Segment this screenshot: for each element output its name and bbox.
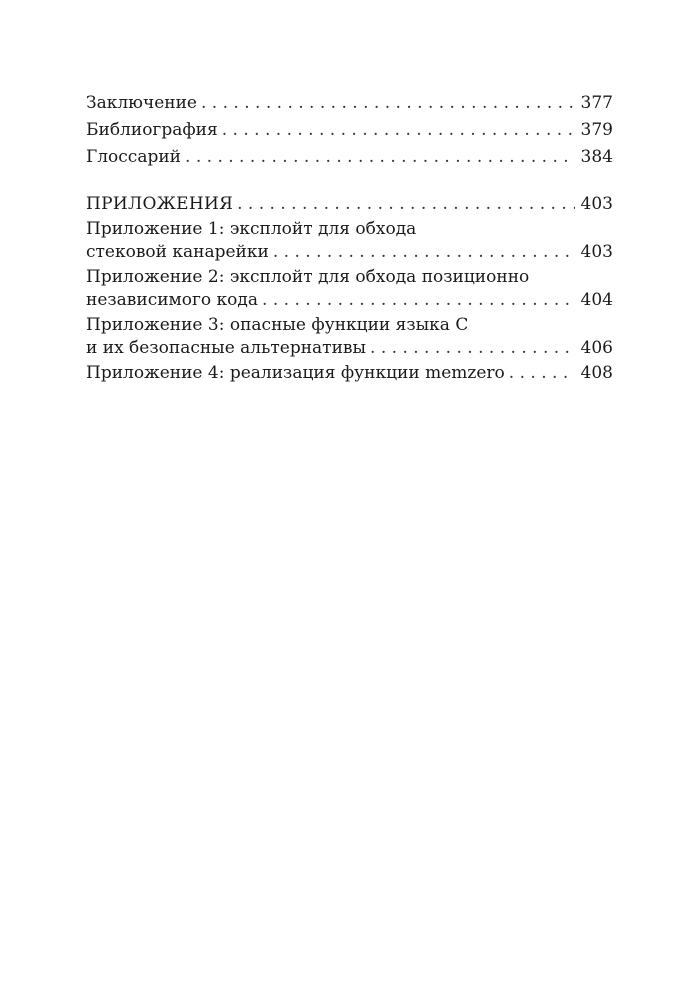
- toc-entry-appendix-4[interactable]: [86, 362, 613, 385]
- toc-entry-title-line-1: Приложение 2: эксплойт для обхода позиционно: [86, 267, 530, 287]
- toc-entry-page: 408: [580, 363, 613, 383]
- toc-entry-page: 404: [580, 290, 613, 310]
- dot-leader: [509, 362, 575, 385]
- dot-leader: [237, 193, 574, 216]
- toc-entry-appendix-2[interactable]: [86, 266, 613, 312]
- appendices-group: [86, 193, 613, 385]
- dot-leader: [370, 337, 575, 360]
- toc-entry-title: Заключение: [86, 93, 197, 113]
- toc-entry-glossary[interactable]: [86, 146, 613, 169]
- toc-entry-appendix-1[interactable]: [86, 218, 613, 264]
- toc-entry-page: 403: [580, 194, 613, 214]
- toc-entry-title-line-1: Приложение 3: опасные функции языка C: [86, 315, 469, 335]
- toc-entry-title-line-2: независимого кода: [86, 290, 259, 310]
- dot-leader: [201, 92, 575, 115]
- toc-entry-appendix-3[interactable]: [86, 314, 613, 360]
- dot-leader: [262, 289, 575, 312]
- toc-entry-appendices-heading[interactable]: [86, 193, 613, 216]
- dot-leader: [185, 146, 575, 169]
- back-matter-group: [86, 92, 613, 169]
- toc-entry-title: Приложение 4: реализация функции memzero: [86, 363, 505, 383]
- toc-entry-bibliography[interactable]: [86, 119, 613, 142]
- toc-entry-title: Глоссарий: [86, 147, 182, 167]
- toc-entry-page: 403: [580, 242, 613, 262]
- toc-entry-title-line-1: Приложение 1: эксплойт для обхода: [86, 219, 417, 239]
- toc-entry-title-line-2: стековой канарейки: [86, 242, 269, 262]
- dot-leader: [273, 241, 575, 264]
- toc-entry-page: 379: [580, 120, 613, 140]
- toc-section-heading: ПРИЛОЖЕНИЯ: [86, 194, 234, 214]
- toc-entry-page: 384: [580, 147, 613, 167]
- table-of-contents: [86, 92, 613, 387]
- toc-entry-title-line-2: и их безопасные альтернативы: [86, 338, 367, 358]
- dot-leader: [222, 119, 575, 142]
- toc-entry-conclusion[interactable]: [86, 92, 613, 115]
- toc-entry-page: 406: [580, 338, 613, 358]
- toc-entry-page: 377: [580, 93, 613, 113]
- toc-entry-title: Библиография: [86, 120, 218, 140]
